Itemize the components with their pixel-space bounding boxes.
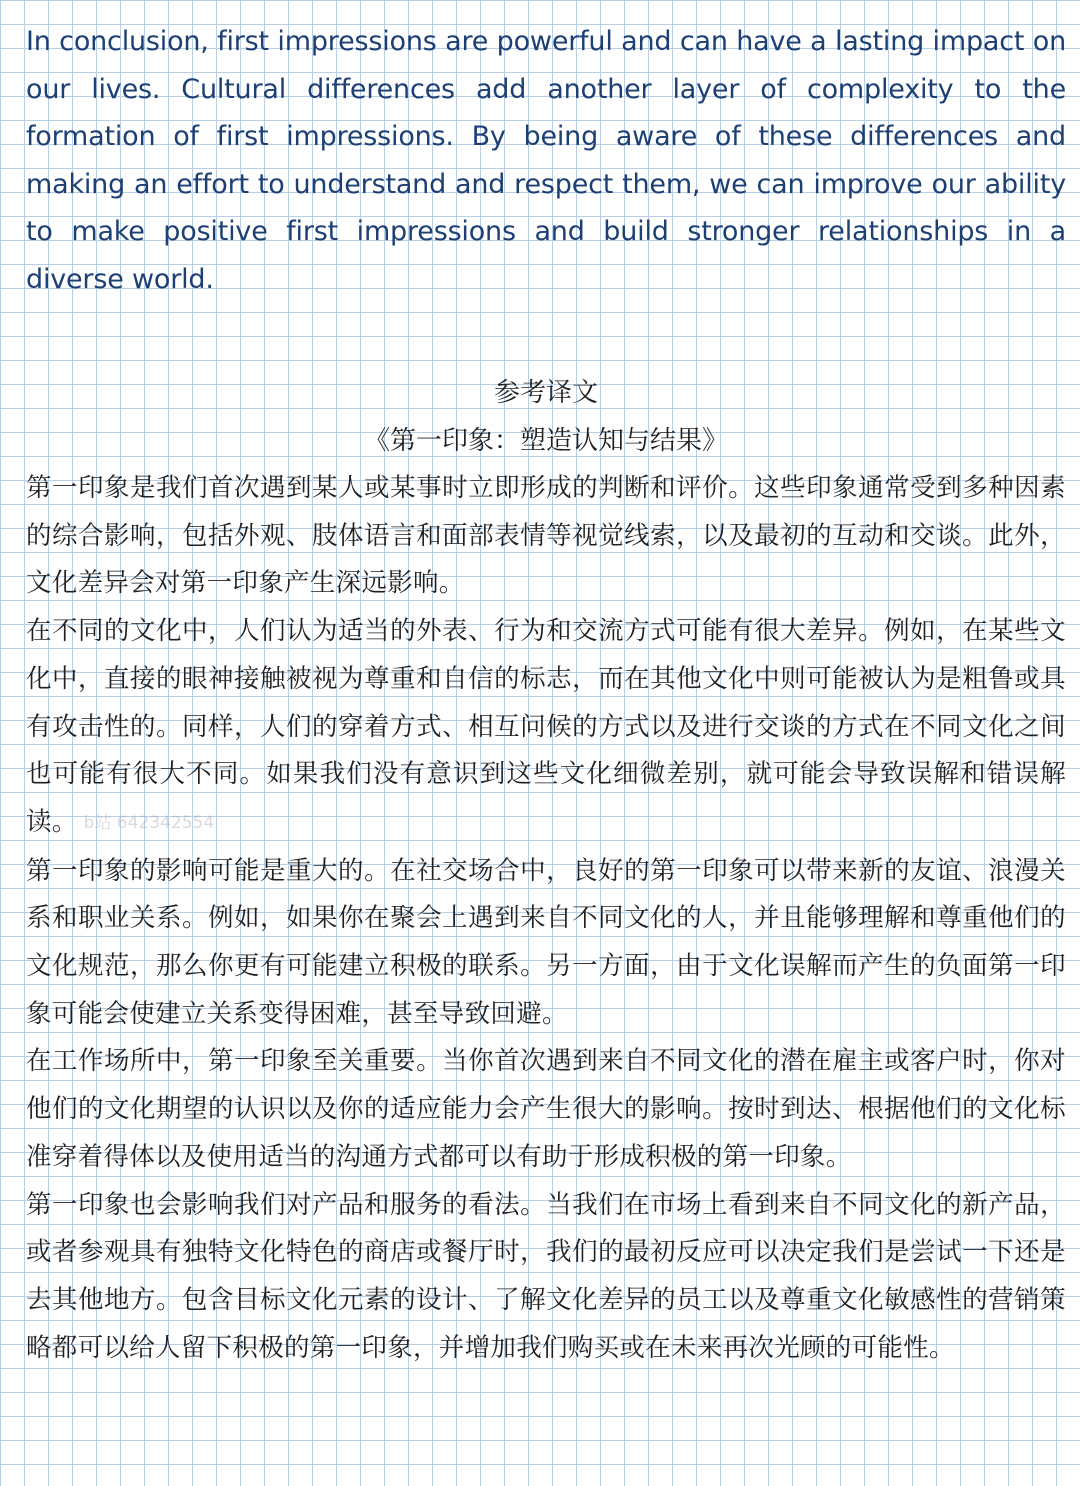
watermark-text: b站 642342554: [83, 812, 215, 833]
document-page: [26, 18, 1066, 1372]
translation-paragraph-4: 在工作场所中，第一印象至关重要。当你首次遇到来自不同文化的潜在雇主或客户时，你对他们的文化期望的认识以及你的适应能力会产生很大的影响。按时到达、根据他们的文化标准穿着得体以及使用适当的沟通方式都可以有助于形成积极的第一印象。: [26, 1046, 1066, 1172]
translation-paragraph-5: 第一印象也会影响我们对产品和服务的看法。当我们在市场上看到来自不同文化的新产品，或者参观具有独特文化特色的商店或餐厅时，我们的最初反应可以决定我们是尝试一下还是去其他地方。包含目标文化元素的设计、了解文化差异的员工以及尊重文化敏感性的营销策略都可以给人留下积极的第一印象，并增加我们购买或在未来再次光顾的可能性。: [26, 1189, 1066, 1363]
translation-title: 《第一印象：塑造认知与结果》: [363, 425, 728, 456]
section-gap: [26, 303, 1066, 370]
translation-paragraph-3: 第一印象的影响可能是重大的。在社交场合中，良好的第一印象可以带来新的友谊、浪漫关系和职业关系。例如，如果你在聚会上遇到来自不同文化的人，并且能够理解和尊重他们的文化规范，那么你更有可能建立积极的联系。另一方面，由于文化误解而产生的负面第一印象可能会使建立关系变得困难，甚至导致回避。: [26, 855, 1066, 1029]
translation-paragraph-2: [26, 608, 1066, 848]
translation-paragraph-1: 第一印象是我们首次遇到某人或某事时立即形成的判断和评价。这些印象通常受到多种因素的综合影响，包括外观、肢体语言和面部表情等视觉线索，以及最初的互动和交谈。此外，文化差异会对第一印象产生深远影响。: [26, 473, 1066, 599]
translation-paragraph-2-text: 在不同的文化中，人们认为适当的外表、行为和交流方式可能有很大差异。例如，在某些文化中，直接的眼神接触被视为尊重和自信的标志，而在其他文化中则可能被认为是粗鲁或具有攻击性的。同样，人们的穿着方式、相互问候的方式以及进行交谈的方式在不同文化之间也可能有很大不同。如果我们没有意识到这些文化细微差别，就可能会导致误解和错误解读。: [26, 616, 1066, 837]
english-conclusion-paragraph: In conclusion, first impressions are powerful and can have a lasting impact on our lives. Cultural differences add another layer of complexity to the formation of first impressions. By being aware of these differences and making an effort to understand and respect them, we can improve our ability to make positive first impressions and build stronger relationships in a diverse world.: [26, 26, 1066, 295]
translation-label: 参考译文: [493, 378, 598, 408]
